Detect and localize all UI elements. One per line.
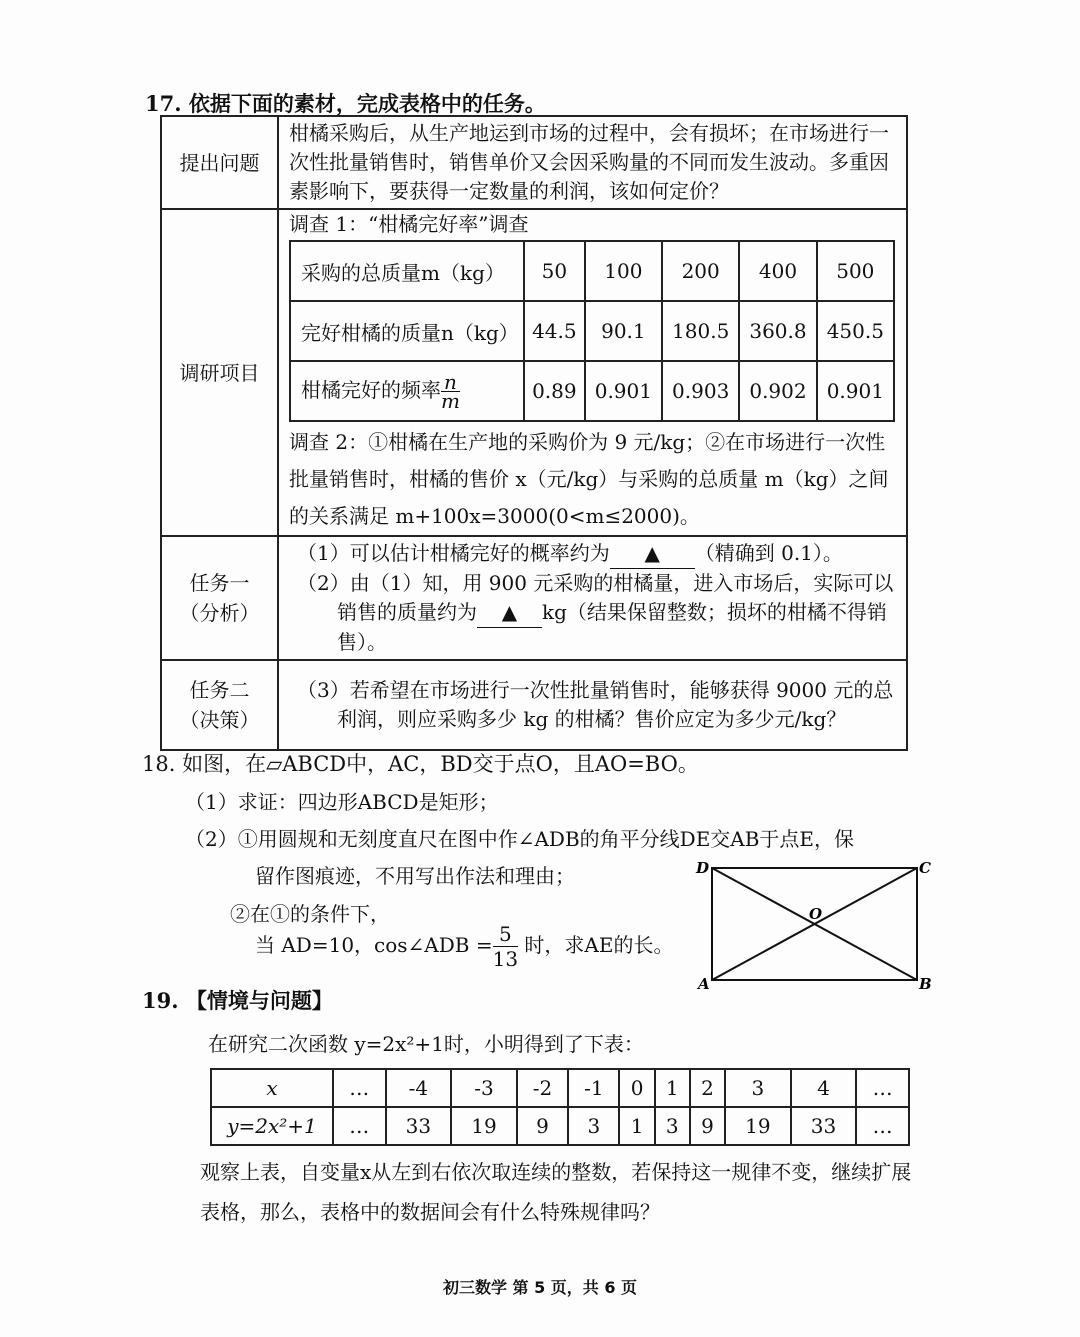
table-cell: 0.89 (524, 361, 585, 421)
table-cell: 0 (619, 1069, 654, 1107)
survey1-table (289, 240, 895, 422)
table-cell: 100 (585, 241, 662, 301)
table-cell: … (856, 1107, 909, 1145)
q18-part2-sub: ②在①的条件下， (230, 902, 390, 926)
table-cell: 360.8 (739, 301, 816, 361)
label-line: 任务一 (189, 571, 250, 595)
table-cell: 450.5 (817, 301, 894, 361)
table-cell: 19 (451, 1107, 517, 1145)
table-cell: 44.5 (524, 301, 585, 361)
table-cell: 33 (791, 1107, 857, 1145)
table-cell: … (333, 1107, 386, 1145)
denominator: m (441, 388, 460, 413)
table-cell: -3 (451, 1069, 517, 1107)
table-cell: 90.1 (585, 301, 662, 361)
task2-q3: （3）若希望在市场进行一次性批量销售时，能够获得 9000 元的总利润，则应采购多少 kg 的柑橘？售价应定为多少元/kg？ (278, 660, 907, 750)
rectangle-figure (690, 855, 940, 995)
table-cell: 1 (619, 1107, 654, 1145)
q19-table (210, 1068, 910, 1146)
numerator: 5 (493, 922, 518, 947)
q18-title: 18. 如图，在▱ABCD中，AC，BD交于点O，且AO=BO。 (142, 752, 699, 776)
table-cell: 0.903 (662, 361, 739, 421)
table-cell: 完好柑橘的质量n（kg） (290, 301, 524, 361)
q19-text: 观察上表，自变量x从左到右依次取连续的整数，若保持这一规律不变，继续扩展表格，那么，表格中的数据间会有什么特殊规律吗？ (200, 1160, 912, 1224)
table-cell: 0.901 (817, 361, 894, 421)
table-cell: 0.902 (739, 361, 816, 421)
row-label (161, 536, 278, 660)
table-cell: … (856, 1069, 909, 1107)
task1-q2-note: kg（结果保留整数；损坏的柑橘不得销售）。 (337, 600, 887, 654)
table-cell: 2 (690, 1069, 725, 1107)
table-cell: 33 (386, 1107, 452, 1145)
table-cell: 4 (791, 1069, 857, 1107)
table-cell: -2 (517, 1069, 568, 1107)
table-cell: 3 (568, 1107, 619, 1145)
table-cell: 0.901 (585, 361, 662, 421)
label-line: （决策） (179, 708, 260, 732)
table-cell: 9 (517, 1107, 568, 1145)
denominator: 13 (492, 947, 519, 971)
label-line: （分析） (179, 601, 260, 625)
answer-blank[interactable]: ▲ (477, 598, 542, 628)
survey1-title: 调查 1：“柑橘完好率”调查 (289, 212, 529, 236)
label-b: B (919, 975, 932, 993)
q18-part2: （2）①用圆规和无刻度直尺在图中作∠ADB的角平分线DE交AB于点E，保 (185, 827, 855, 851)
q19-intro: 在研究二次函数 y=2x²+1时，小明得到了下表： (208, 1032, 644, 1056)
label-a: A (698, 975, 710, 993)
row-label: 柑橘完好的频率 (301, 377, 441, 402)
table-cell: 3 (725, 1069, 791, 1107)
answer-blank[interactable]: ▲ (610, 539, 695, 569)
table-cell: 1 (655, 1069, 690, 1107)
label-c: C (919, 859, 931, 877)
table-cell: 9 (690, 1107, 725, 1145)
table-cell: … (333, 1069, 386, 1107)
table-cell: -1 (568, 1069, 619, 1107)
q18-part1: （1）求证：四边形ABCD是矩形； (185, 790, 499, 814)
q19-title: 19. 【情境与问题】 (142, 988, 333, 1013)
q17-table (160, 115, 908, 751)
survey2-text: 调查 2：①柑橘在生产地的采购价为 9 元/kg；②在市场进行一次性批量销售时，柑橘的售价 x（元/kg）与采购的总质量 m（kg）之间的关系满足 m+100x=3000(0<m≤2000)。 (289, 430, 889, 528)
table-cell: x (211, 1069, 333, 1107)
table-cell: 50 (524, 241, 585, 301)
row-label: 调研项目 (161, 209, 278, 536)
table-cell: 500 (817, 241, 894, 301)
table-cell: 19 (725, 1107, 791, 1145)
table-cell: y=2x²+1 (211, 1107, 333, 1145)
condition-text: 当 AD=10，cos∠ADB = (255, 933, 493, 957)
table-cell (290, 361, 524, 421)
task1-q1-note: （精确到 0.1）。 (694, 541, 843, 565)
fraction (441, 369, 460, 413)
table-cell: 采购的总质量m（kg） (290, 241, 524, 301)
table-cell: 180.5 (662, 301, 739, 361)
row-label (161, 660, 278, 750)
task1-q2: （2）由（1）知，用 900 元采购的柑橘量，进入市场后，实际可以销售的质量约为 (297, 571, 894, 624)
q18-part2-cont: 留作图痕迹，不用写出作法和理由； (255, 864, 575, 888)
problem-text: 柑橘采购后，从生产地运到市场的过程中，会有损坏；在市场进行一次性批量销售时，销售单价又会因采购量的不同而发生波动。多重因素影响下，要获得一定数量的利润，该如何定价？ (278, 116, 907, 209)
table-cell: 400 (739, 241, 816, 301)
label-d: D (696, 859, 710, 877)
table-cell: 200 (662, 241, 739, 301)
q17-title: 17. 依据下面的素材，完成表格中的任务。 (145, 91, 546, 116)
table-cell: 3 (655, 1107, 690, 1145)
numerator: n (441, 373, 460, 392)
label-line: 任务二 (189, 678, 250, 702)
label-o: O (809, 905, 823, 923)
page-footer: 初三数学 第 5 页，共 6 页 (442, 1278, 638, 1297)
task1-q1: （1）可以估计柑橘完好的概率约为 (297, 541, 610, 565)
question-text: 时，求AE的长。 (524, 933, 674, 957)
fraction (493, 922, 518, 971)
row-label: 提出问题 (161, 116, 278, 209)
q18-question (255, 920, 673, 971)
table-cell: -4 (386, 1069, 452, 1107)
